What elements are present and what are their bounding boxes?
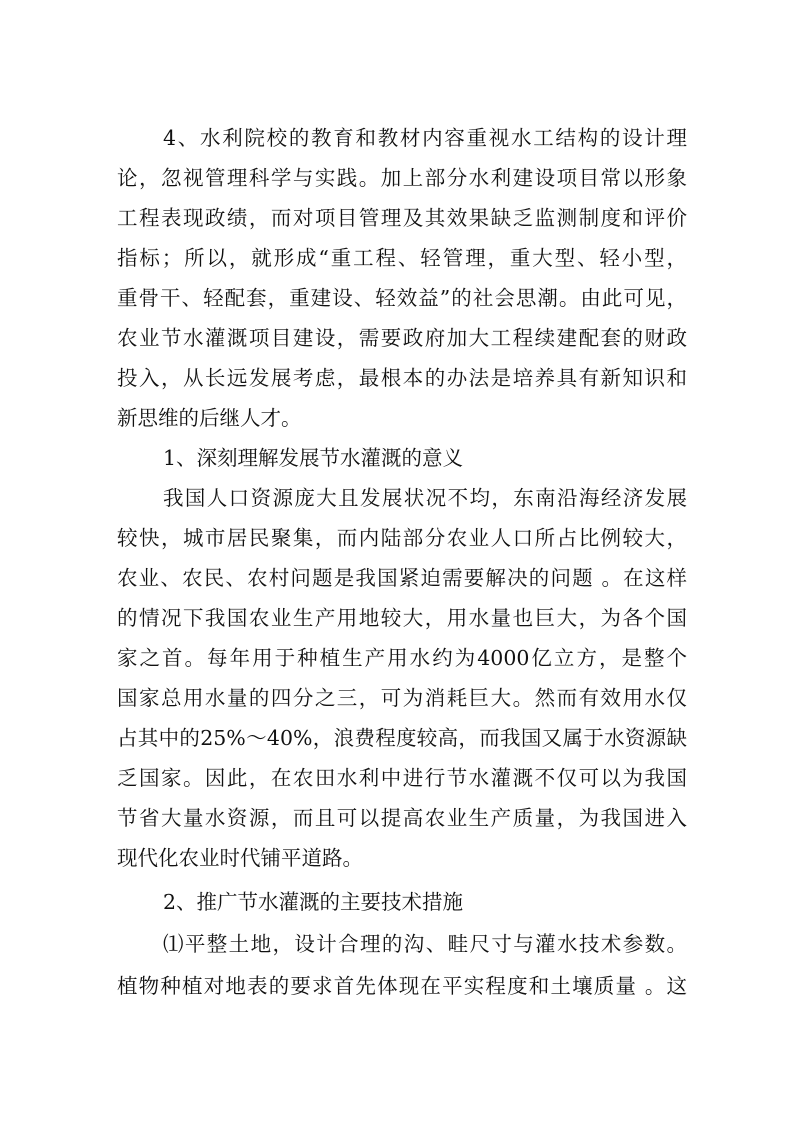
text-line: 指标；所以，就形成“重工程、轻管理，重大型、轻小型， [117, 246, 687, 270]
text-line: 家之首。每年用于种植生产用水约为4000亿立方，是整个 [117, 646, 687, 670]
text-line: 占其中的25%～40%，浪费程度较高，而我国又属于水资源缺 [117, 726, 687, 750]
text-line: 农业节水灌溉项目建设，需要政府加大工程续建配套的财政 [117, 326, 687, 350]
text-line: 论，忽视管理科学与实践。加上部分水利建设项目常以形象 [117, 166, 687, 190]
text-line: ⑴平整土地，设计合理的沟、畦尺寸与灌水技术参数。 [163, 932, 687, 956]
text-line: 我国人口资源庞大且发展状况不均，东南沿海经济发展 [163, 486, 687, 510]
text-line: 较快，城市居民聚集，而内陆部分农业人口所占比例较大， [117, 526, 687, 550]
text-line: 植物种植对地表的要求首先体现在平实程度和土壤质量 。这 [117, 974, 687, 998]
text-line: 工程表现政绩，而对项目管理及其效果缺乏监测制度和评价 [117, 206, 687, 230]
text-line: 新思维的后继人才。 [117, 406, 302, 430]
text-line: 4、水利院校的教育和教材内容重视水工结构的设计理 [163, 126, 687, 150]
text-line: 国家总用水量的四分之三，可为消耗巨大。然而有效用水仅 [117, 686, 687, 710]
section-heading: 2、推广节水灌溉的主要技术措施 [163, 890, 464, 914]
text-line: 现代化农业时代铺平道路。 [117, 846, 363, 870]
text-line: 投入，从长远发展考虑，最根本的办法是培养具有新知识和 [117, 366, 687, 390]
text-line: 节省大量水资源，而且可以提高农业生产质量，为我国进入 [117, 806, 687, 830]
text-line: 的情况下我国农业生产用地较大，用水量也巨大，为各个国 [117, 606, 687, 630]
text-line: 重骨干、轻配套，重建设、轻效益”的社会思潮。由此可见， [117, 286, 687, 310]
text-line: 乏国家。因此，在农田水利中进行节水灌溉不仅可以为我国 [117, 766, 687, 790]
text-line: 农业、农民、农村问题是我国紧迫需要解决的问题 。在这样 [117, 566, 687, 590]
section-heading: 1、深刻理解发展节水灌溉的意义 [163, 446, 464, 470]
